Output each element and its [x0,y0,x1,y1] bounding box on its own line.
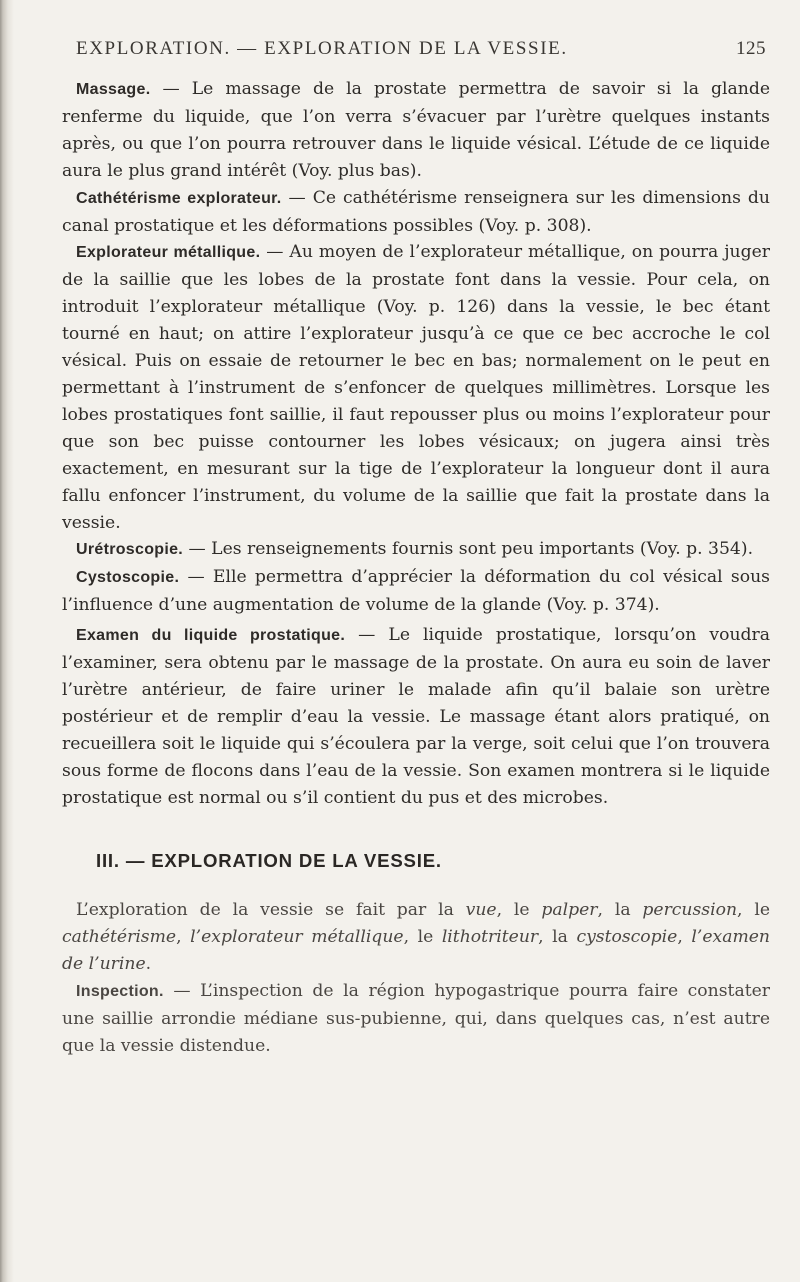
paragraph-inspection [62,978,770,1060]
run-in-heading: Explorateur métallique. [76,244,261,262]
intro-text: , le [403,927,442,948]
paragraph-text: — Au moyen de l’explorateur métallique, on pourra juger de la saillie que les lobes de la prostate font dans la vessie. Pour cela, on introduit l’explorateur métallique (Voy. p. 126) dans la vessie, le bec étant tourné en haut; on attire l’explorateur jusqu’à ce que ce bec accroche le col vésical. Puis on essaie de retourner le bec en bas; normalement on le peut en permettant à l’instrument de s’enfoncer de quelques millimètres. Lorsque les lobes prostatiques font saillie, il faut repousser plus ou moins l’explorateur pour que son bec puisse contourner les lobes vésicaux; on jugera ainsi très exactement, en mesurant sur la tige de l’explorateur la longueur dont il aura fallu enfoncer l’instrument, du volume de la saillie que fait la prostate dans la vessie. [62,242,770,533]
page-number: 125 [736,38,766,59]
run-in-heading: Examen du liquide prostatique. [76,627,346,645]
intro-text: , le [737,900,770,921]
paragraph-catheterisme [62,185,770,240]
intro-term: l’examen de l’urine [62,927,770,975]
run-in-heading: Cystoscopie. [76,569,180,587]
intro-text: , la [538,927,577,948]
paragraph-uretroscopie [62,536,770,564]
paragraph-text: — Le massage de la prostate permettra de savoir si la glande renferme du liquide, que l’on verra s’évacuer par l’urètre quelques instants après, ou que l’on pourra retrouver dans le liquide vésical. L’étude de ce liquide aura le plus grand intérêt (Voy. plus bas). [62,79,770,181]
intro-text: . [145,954,152,975]
run-in-heading: Cathétérisme explorateur. [76,189,282,207]
section-intro [62,897,770,978]
intro-term: l’explorateur métallique [190,927,404,948]
intro-text: , la [597,900,643,921]
book-page [62,38,770,1060]
run-in-heading: Inspection. [76,983,164,1001]
paragraph-massage [62,76,770,185]
paragraph-examen [62,622,770,811]
paragraph-text: — Elle permettra d’apprécier la déformation du col vésical sous l’influence d’une augmentation de volume de la glande (Voy. p. 374). [62,567,770,616]
running-head-title: EXPLORATION. — EXPLORATION DE LA VESSIE. [76,38,568,59]
section-heading: III. — EXPLORATION DE LA VESSIE. [96,850,442,872]
paragraph-text: — Les renseignements fournis sont peu importants (Voy. p. 354). [183,539,754,560]
page-binding-edge [0,0,14,1282]
paragraph-text: — L’inspection de la région hypogastrique pourra faire constater une saillie arrondie médiane sus-pubienne, qui, dans quelques cas, n’est autre que la vessie distendue. [62,981,770,1056]
intro-text: , le [496,900,542,921]
intro-term: percussion [642,900,738,921]
paragraph-text: — Le liquide prostatique, lorsqu’on voudra l’examiner, sera obtenu par le massage de la prostate. On aura eu soin de laver l’urètre antérieur, de faire uriner le malade afin qu’il balaie son urètre postérieur et de remplir d’eau la vessie. Le massage étant alors pratiqué, on recueillera soit le liquide qui s’écoulera par la verge, soit celui que l’on trouvera sous forme de flocons dans l’eau de la vessie. Son examen montrera si le liquide prostatique est normal ou s’il contient du pus et des microbes. [62,625,770,808]
run-in-heading: Urétroscopie. [76,541,184,559]
intro-text: , [176,927,191,948]
body-text [62,76,770,1060]
running-head [62,38,770,60]
paragraph-text: — Ce cathétérisme renseignera sur les dimensions du canal prostatique et les déformations possibles (Voy. p. 308). [62,187,771,236]
run-in-heading: Massage. [76,81,151,98]
intro-term: lithotriteur [441,927,539,948]
intro-term: cathétérisme [62,927,177,948]
intro-term: vue [465,900,497,921]
intro-term: palper [541,900,598,921]
paragraph-cystoscopie [62,564,770,619]
paragraph-explorateur [62,239,770,536]
intro-text: L’exploration de la vessie se fait par la [76,900,466,921]
intro-text: , [677,927,692,948]
intro-term: cystoscopie [576,927,678,948]
